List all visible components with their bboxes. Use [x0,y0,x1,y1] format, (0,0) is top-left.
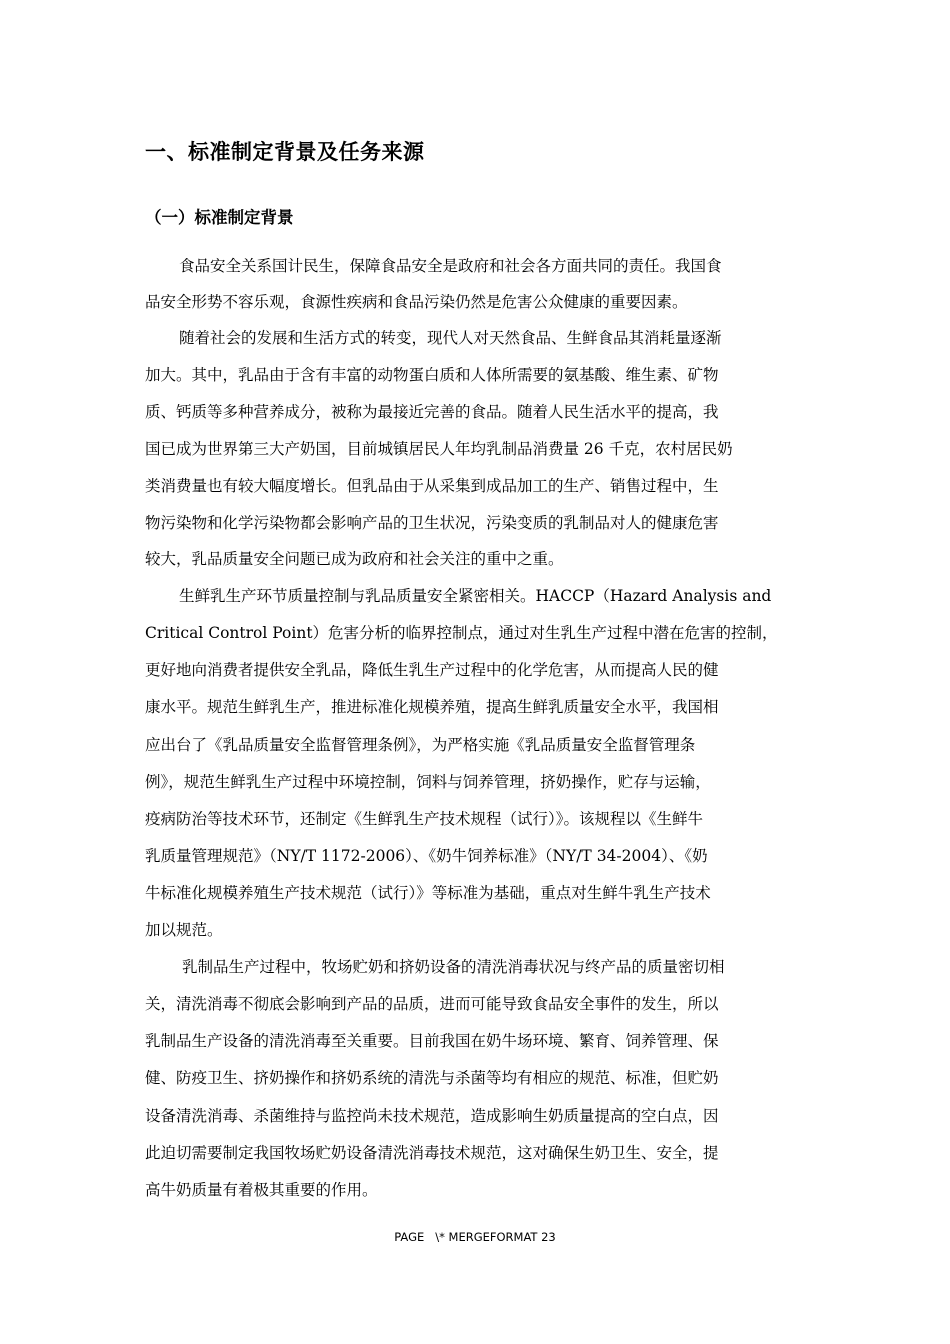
section-heading: 一、标准制定背景及任务来源 [145,140,425,164]
paragraph-2-line: 随着社会的发展和生活方式的转变，现代人对天然食品、生鲜食品其消耗量逐渐 [179,329,722,347]
paragraph-4-line: 健、防疫卫生、挤奶操作和挤奶系统的清洗与杀菌等均有相应的规范、标准，但贮奶 [145,1069,719,1087]
paragraph-1-line: 品安全形势不容乐观，食源性疾病和食品污染仍然是危害公众健康的重要因素。 [145,293,688,311]
paragraph-2-line: 质、钙质等多种营养成分，被称为最接近完善的食品。随着人民生活水平的提高，我 [145,403,719,421]
paragraph-4-line: 此迫切需要制定我国牧场贮奶设备清洗消毒技术规范，这对确保生奶卫生、安全，提 [145,1144,719,1162]
page-footer: PAGE \* MERGEFORMAT 23 [394,1230,556,1244]
paragraph-4-line: 乳制品生产过程中，牧场贮奶和挤奶设备的清洗消毒状况与终产品的质量密切相 [182,958,725,976]
paragraph-2-line: 国已成为世界第三大产奶国，目前城镇居民人年均乳制品消费量 26 千克，农村居民奶 [145,440,733,458]
paragraph-4-line: 高牛奶质量有着极其重要的作用。 [145,1181,378,1199]
paragraph-2-line: 类消费量也有较大幅度增长。但乳品由于从采集到成品加工的生产、销售过程中，生 [145,477,719,495]
paragraph-4-line: 乳制品生产设备的清洗消毒至关重要。目前我国在奶牛场环境、繁育、饲养管理、保 [145,1032,719,1050]
paragraph-2-line: 加大。其中，乳品由于含有丰富的动物蛋白质和人体所需要的氨基酸、维生素、矿物 [145,366,719,384]
paragraph-3-line: 疫病防治等技术环节，还制定《生鲜乳生产技术规程（试行）》。该规程以《生鲜牛 [145,810,704,828]
paragraph-1-line: 食品安全关系国计民生，保障食品安全是政府和社会各方面共同的责任。我国食 [179,257,722,275]
paragraph-3-line: 例》，规范生鲜乳生产过程中环境控制，饲料与饲养管理，挤奶操作，贮存与运输， [145,773,711,791]
paragraph-3-line: 更好地向消费者提供安全乳品，降低生乳生产过程中的化学危害，从而提高人民的健 [145,661,719,679]
paragraph-3-line: 加以规范。 [145,921,223,939]
subsection-heading: （一）标准制定背景 [145,208,294,227]
paragraph-4-line: 关，清洗消毒不彻底会影响到产品的品质，进而可能导致食品安全事件的发生，所以 [145,995,719,1013]
paragraph-2-line: 较大，乳品质量安全问题已成为政府和社会关注的重中之重。 [145,550,564,568]
paragraph-3-line: 康水平。规范生鲜乳生产，推进标准化规模养殖，提高生鲜乳质量安全水平，我国相 [145,698,719,716]
paragraph-3-line: 生鲜乳生产环节质量控制与乳品质量安全紧密相关。HACCP（Hazard Analysis and [179,587,772,605]
paragraph-2-line: 物污染物和化学污染物都会影响产品的卫生状况，污染变质的乳制品对人的健康危害 [145,514,719,532]
paragraph-3-line: 乳质量管理规范》（NY/T 1172-2006）、《奶牛饲养标准》（NY/T 34-2004）、《奶 [145,847,708,865]
paragraph-3-line: Critical Control Point）危害分析的临界控制点，通过对生乳生产过程中潜在危害的控制， [145,624,778,642]
paragraph-3-line: 应出台了《乳品质量安全监督管理条例》，为严格实施《乳品质量安全监督管理条 [145,736,696,754]
paragraph-4-line: 设备清洗消毒、杀菌维持与监控尚未技术规范，造成影响生奶质量提高的空白点，因 [145,1107,719,1125]
paragraph-3-line: 牛标准化规模养殖生产技术规范（试行）》等标准为基础，重点对生鲜牛乳生产技术 [145,884,711,902]
